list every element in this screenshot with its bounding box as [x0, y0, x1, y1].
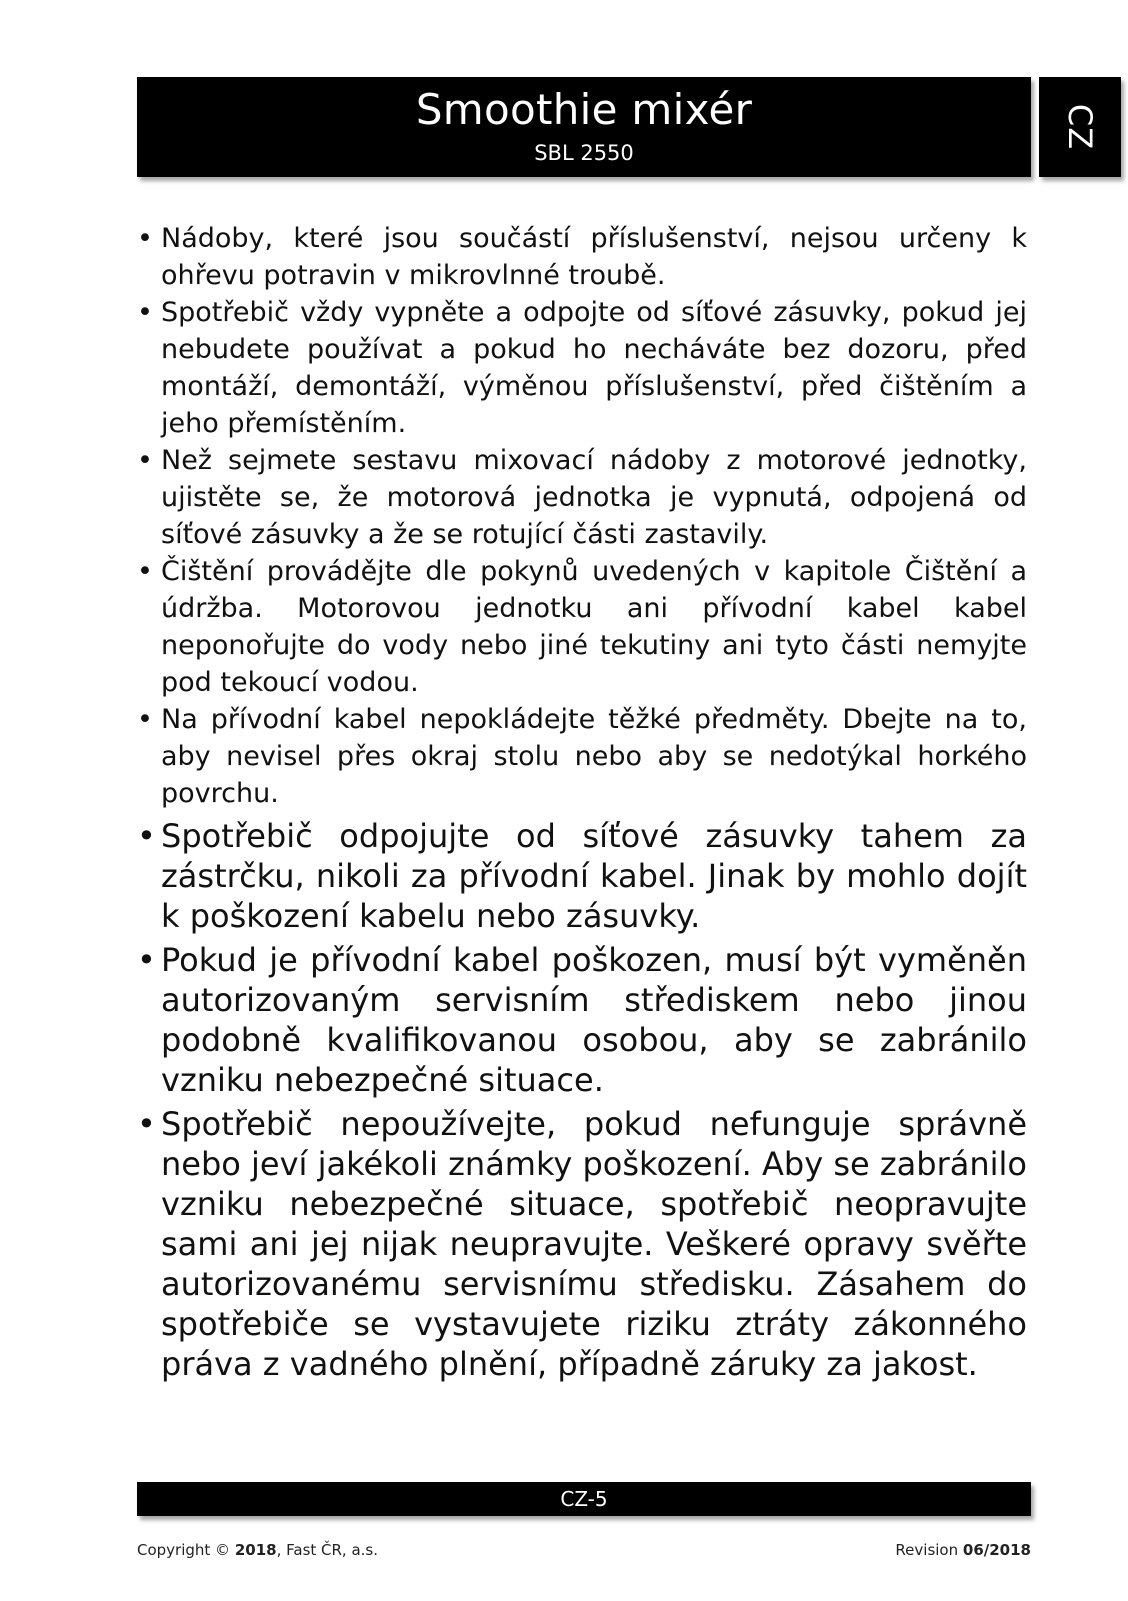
list-item-text: Spotřebič vždy vypněte a odpojte od síťové zásuvky, pokud jej nebudete používat a pokud ho necháváte bez dozoru, před montáží, demontáží, výměnou příslušenství, před čištěním a jeho přemístěním. [161, 297, 1027, 439]
list-item-text: Čištění provádějte dle pokynů uvedených v kapitole Čištění a údržba. Motorovou jednotku ani přívodní kabel kabel neponořujte do vody nebo jiné tekutiny ani tyto části nemyjte pod tekoucí vodou. [161, 556, 1027, 698]
copyright-prefix: Copyright © [137, 1541, 235, 1559]
safety-instructions [137, 220, 1027, 1384]
copyright-year: 2018 [234, 1541, 277, 1559]
list-item [137, 442, 1027, 553]
language-tab-label: CZ [1061, 103, 1099, 151]
bullet-icon: • [137, 941, 156, 979]
list-item-text: Nádoby, které jsou součástí příslušenství, nejsou určeny k ohřevu potravin v mikrovlnné troubě. [161, 223, 1027, 291]
document-header [137, 77, 1031, 177]
list-item-text: Na přívodní kabel nepokládejte těžké předměty. Dbejte na to, aby nevisel přes okraj stolu nebo aby se nedotýkal horkého povrchu. [161, 704, 1027, 809]
bullet-icon: • [137, 223, 153, 254]
page-number-bar [137, 1482, 1031, 1516]
revision-prefix: Revision [895, 1541, 963, 1559]
list-item [137, 940, 1027, 1100]
bullet-icon: • [137, 556, 153, 587]
list-item [137, 816, 1027, 936]
list-item-text: Spotřebič nepoužívejte, pokud nefunguje správně nebo jeví jakékoli známky poškození. Aby se zabránilo vzniku nebezpečné situace, spotřebič neopravujte sami ani jej nijak neupravujte. Veškeré opravy svěřte autorizovanému servisnímu středisku. Zásahem do spotřebiče se vystavujete riziku ztráty zákonného práva z vadného plnění, případně záruky za jakost. [161, 1105, 1027, 1383]
list-item [137, 294, 1027, 442]
list-item [137, 1104, 1027, 1384]
list-item [137, 553, 1027, 701]
language-tab [1039, 77, 1121, 177]
bullet-icon: • [137, 817, 156, 855]
list-item [137, 701, 1027, 812]
revision-value: 06/2018 [962, 1541, 1031, 1559]
list-item-text: Spotřebič odpojujte od síťové zásuvky tahem za zástrčku, nikoli za přívodní kabel. Jinak by mohlo dojít k poškození kabelu nebo zásuvky. [161, 817, 1027, 935]
page-number: CZ-5 [560, 1487, 608, 1511]
list-item-text: Než sejmete sestavu mixovací nádoby z motorové jednotky, ujistěte se, že motorová jednotka je vypnutá, odpojená od síťové zásuvky a že se rotující části zastavily. [161, 445, 1027, 550]
bullet-icon: • [137, 297, 153, 328]
bullet-icon: • [137, 1105, 156, 1143]
list-item-text: Pokud je přívodní kabel poškozen, musí být vyměněn autorizovaným servisním střediskem nebo jinou podobně kvalifikovanou osobou, aby se zabránilo vzniku nebezpečné situace. [161, 941, 1027, 1099]
list-item [137, 220, 1027, 294]
model-number: SBL 2550 [534, 141, 634, 165]
bullet-icon: • [137, 704, 153, 735]
bullet-list [137, 220, 1027, 1384]
bullet-icon: • [137, 445, 153, 476]
copyright-company: , Fast ČR, a.s. [276, 1541, 379, 1559]
revision-notice [895, 1540, 1031, 1560]
copyright-notice [137, 1540, 378, 1560]
document-title: Smoothie mixér [415, 85, 753, 134]
